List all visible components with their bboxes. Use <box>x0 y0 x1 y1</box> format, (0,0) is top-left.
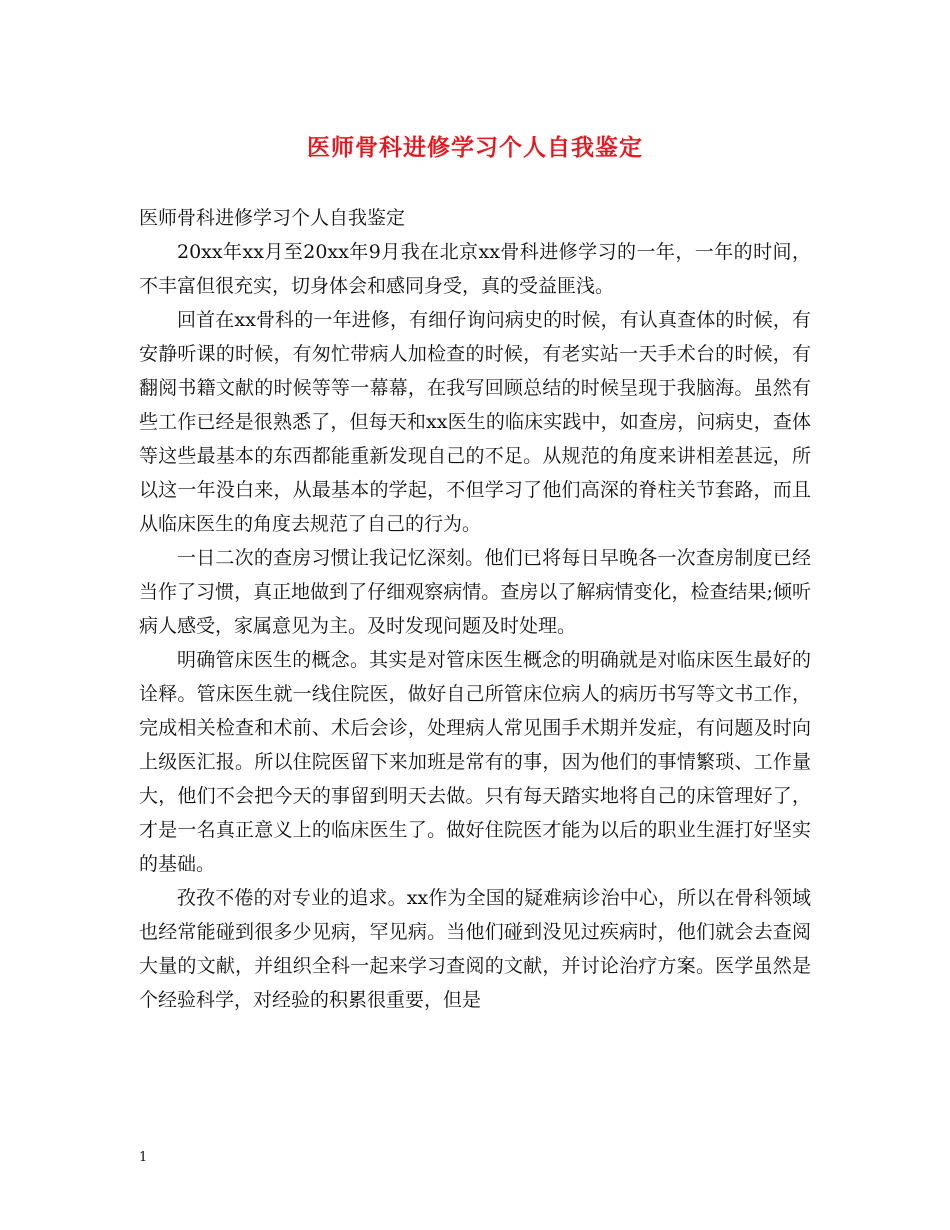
page-number: 1 <box>139 1150 148 1165</box>
document-subtitle: 医师骨科进修学习个人自我鉴定 <box>139 207 406 229</box>
paragraph: 孜孜不倦的对专业的追求。xx作为全国的疑难病诊治中心，所以在骨科领域也经常能碰到很多少见病，罕见病。当他们碰到没见过疾病时，他们就会去查阅大量的文献，并组织全科一起来学习查阅的文献，并讨论治疗方案。医学虽然是个经验科学，对经验的积累很重要，但是 <box>139 887 811 1011</box>
paragraph: 一日二次的查房习惯让我记忆深刻。他们已将每日早晚各一次查房制度已经当作了习惯，真正地做到了仔细观察病情。查房以了解病情变化，检查结果;倾听病人感受，家属意见为主。及时发现问题及时处理。 <box>139 547 811 637</box>
paragraph: 回首在xx骨科的一年进修，有细仔询问病史的时候，有认真查体的时候，有安静听课的时候，有匆忙带病人加检查的时候，有老实站一天手术台的时候，有翻阅书籍文献的时候等等一幕幕，在我写回顾总结的时候呈现于我脑海。虽然有些工作已经是很熟悉了，但每天和xx医生的临床实践中，如查房，问病史，查体等这些最基本的东西都能重新发现自己的不足。从规范的角度来讲相差甚远，所以这一年没白来，从最基本的学起，不但学习了他们高深的脊柱关节套路，而且从临床医生的角度去规范了自己的行为。 <box>139 309 811 535</box>
paragraph: 20xx年xx月至20xx年9月我在北京xx骨科进修学习的一年，一年的时间，不丰富但很充实，切身体会和感同身受，真的受益匪浅。 <box>139 241 811 297</box>
document-title: 医师骨科进修学习个人自我鉴定 <box>307 134 643 161</box>
document-body <box>139 201 811 1017</box>
paragraph: 明确管床医生的概念。其实是对管床医生概念的明确就是对临床医生最好的诠释。管床医生就一线住院医，做好自己所管床位病人的病历书写等文书工作，完成相关检查和术前、术后会诊，处理病人常见围手术期并发症，有问题及时向上级医汇报。所以住院医留下来加班是常有的事，因为他们的事情繁琐、工作量大，他们不会把今天的事留到明天去做。只有每天踏实地将自己的床管理好了，才是一名真正意义上的临床医生了。做好住院医才能为以后的职业生涯打好坚实的基础。 <box>139 649 811 875</box>
